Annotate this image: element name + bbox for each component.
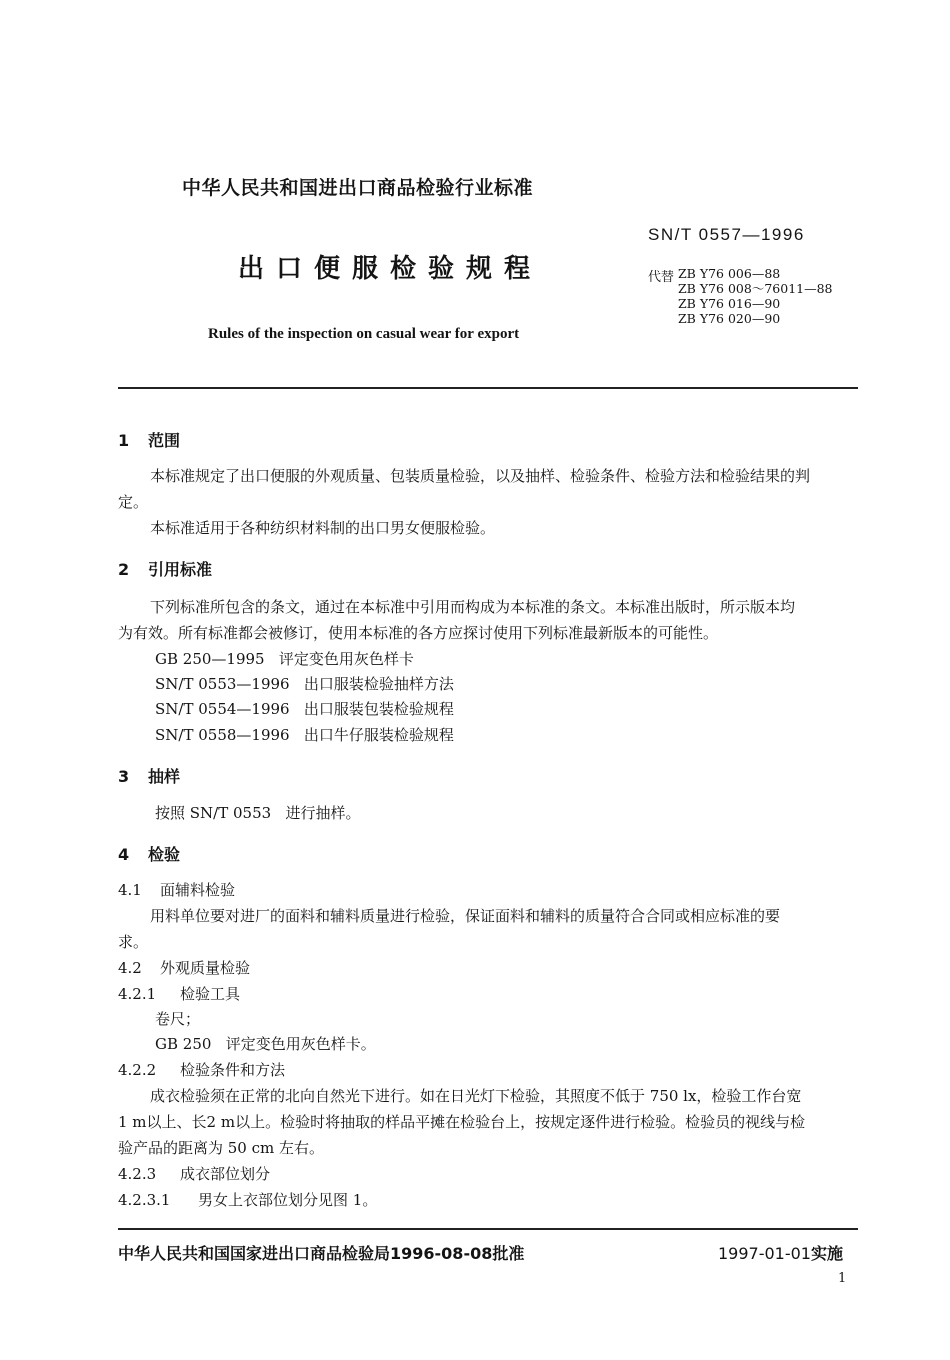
paragraph: 1 m以上、长2 m以上。检验时将抽取的样品平摊在检验台上，按规定逐件进行检验。检验员的视线与检 <box>118 1113 806 1131</box>
subsection-title: 检验条件和方法 <box>180 1061 286 1079</box>
section-title: 检验 <box>148 845 181 864</box>
replaced-standard: ZB Y76 020—90 <box>678 311 781 326</box>
replace-label: 代替 <box>648 270 675 285</box>
subsection-4-2-3-heading <box>118 1163 270 1184</box>
list-item: 卷尺； <box>155 1010 201 1028</box>
reference-item <box>155 673 454 694</box>
subsection-number: 4.2.2 <box>118 1061 157 1079</box>
reference-code: SN/T 0554—1996 <box>155 700 290 718</box>
subsection-number: 4.2.1 <box>118 985 157 1003</box>
subsection-number: 4.2 <box>118 959 142 977</box>
reference-name: 评定变色用灰色样卡 <box>278 650 414 668</box>
approval-line: 中华人民共和国国家进出口商品检验局1996-08-08批准 <box>118 1244 525 1263</box>
section-3-heading <box>118 764 180 787</box>
section-number: 4 <box>118 845 130 864</box>
effective-line <box>718 1241 843 1264</box>
subsection-title: 检验工具 <box>180 985 241 1003</box>
paragraph: 用料单位要对进厂的面料和辅料质量进行检验，保证面料和辅料的质量符合合同或相应标准的要 <box>150 907 781 925</box>
header-divider <box>118 387 858 389</box>
list-item: GB 250 评定变色用灰色样卡。 <box>155 1035 376 1053</box>
reference-code: SN/T 0558—1996 <box>155 726 290 744</box>
subsection-4-2-3-1-heading <box>118 1189 377 1210</box>
paragraph: 求。 <box>118 933 149 951</box>
reference-name: 出口牛仔服装检验规程 <box>303 726 454 744</box>
section-title: 范围 <box>148 431 181 450</box>
reference-item <box>155 648 414 669</box>
subsection-title: 外观质量检验 <box>160 959 251 977</box>
replaced-standard: ZB Y76 016—90 <box>678 296 781 311</box>
reference-name: 出口服装检验抽样方法 <box>303 675 454 693</box>
subsection-4-2-2-heading <box>118 1059 285 1080</box>
paragraph: 定。 <box>118 493 149 511</box>
subsection-title: 面辅料检验 <box>160 881 236 899</box>
subsection-number: 4.2.3.1 <box>118 1191 171 1209</box>
section-number: 1 <box>118 431 130 450</box>
paragraph: 成衣检验须在正常的北向自然光下进行。如在日光灯下检验，其照度不低于 750 lx，检验工作台宽 <box>150 1087 802 1105</box>
effective-date: 1997-01-01 <box>718 1244 811 1263</box>
footer-divider <box>118 1228 858 1230</box>
reference-code: SN/T 0553—1996 <box>155 675 290 693</box>
section-number: 3 <box>118 767 130 786</box>
subsection-4-2-heading <box>118 957 250 978</box>
subsection-4-1-heading <box>118 879 235 900</box>
paragraph: 本标准适用于各种纺织材料制的出口男女便服检验。 <box>150 519 496 537</box>
paragraph: 为有效。所有标准都会被修订，使用本标准的各方应探讨使用下列标准最新版本的可能性。 <box>118 624 719 642</box>
subsection-number: 4.1 <box>118 881 142 899</box>
replaced-standard: ZB Y76 008～76011—88 <box>678 281 833 296</box>
standard-number: SN/T 0557—1996 <box>648 225 805 244</box>
section-number: 2 <box>118 560 130 579</box>
reference-name: 出口服装包装检验规程 <box>303 700 454 718</box>
paragraph: 按照 SN/T 0553 进行抽样。 <box>155 804 361 822</box>
main-title: 出口便服检验规程 <box>238 254 543 284</box>
page-number: 1 <box>838 1271 847 1286</box>
org-title: 中华人民共和国进出口商品检验行业标准 <box>182 177 534 199</box>
reference-item <box>155 724 454 745</box>
effective-label: 实施 <box>810 1244 843 1263</box>
subsection-title: 成衣部位划分 <box>180 1165 271 1183</box>
english-title: Rules of the inspection on casual wear for export <box>208 326 520 342</box>
replaced-standard: ZB Y76 006—88 <box>678 266 781 281</box>
section-1-heading <box>118 428 180 451</box>
paragraph: 本标准规定了出口便服的外观质量、包装质量检验，以及抽样、检验条件、检验方法和检验结果的判 <box>150 467 811 485</box>
reference-item <box>155 698 454 719</box>
subsection-4-2-1-heading <box>118 983 240 1004</box>
paragraph: 下列标准所包含的条文，通过在本标准中引用而构成为本标准的条文。本标准出版时，所示版本均 <box>150 598 796 616</box>
section-title: 引用标准 <box>148 560 213 579</box>
replaced-standards-list <box>678 266 833 326</box>
subsection-number: 4.2.3 <box>118 1165 157 1183</box>
section-4-heading <box>118 842 180 865</box>
reference-code: GB 250—1995 <box>155 650 265 668</box>
section-2-heading <box>118 557 212 580</box>
subsection-text: 男女上衣部位划分见图 1。 <box>198 1191 378 1209</box>
section-title: 抽样 <box>148 767 181 786</box>
paragraph: 验产品的距离为 50 cm 左右。 <box>118 1139 325 1157</box>
